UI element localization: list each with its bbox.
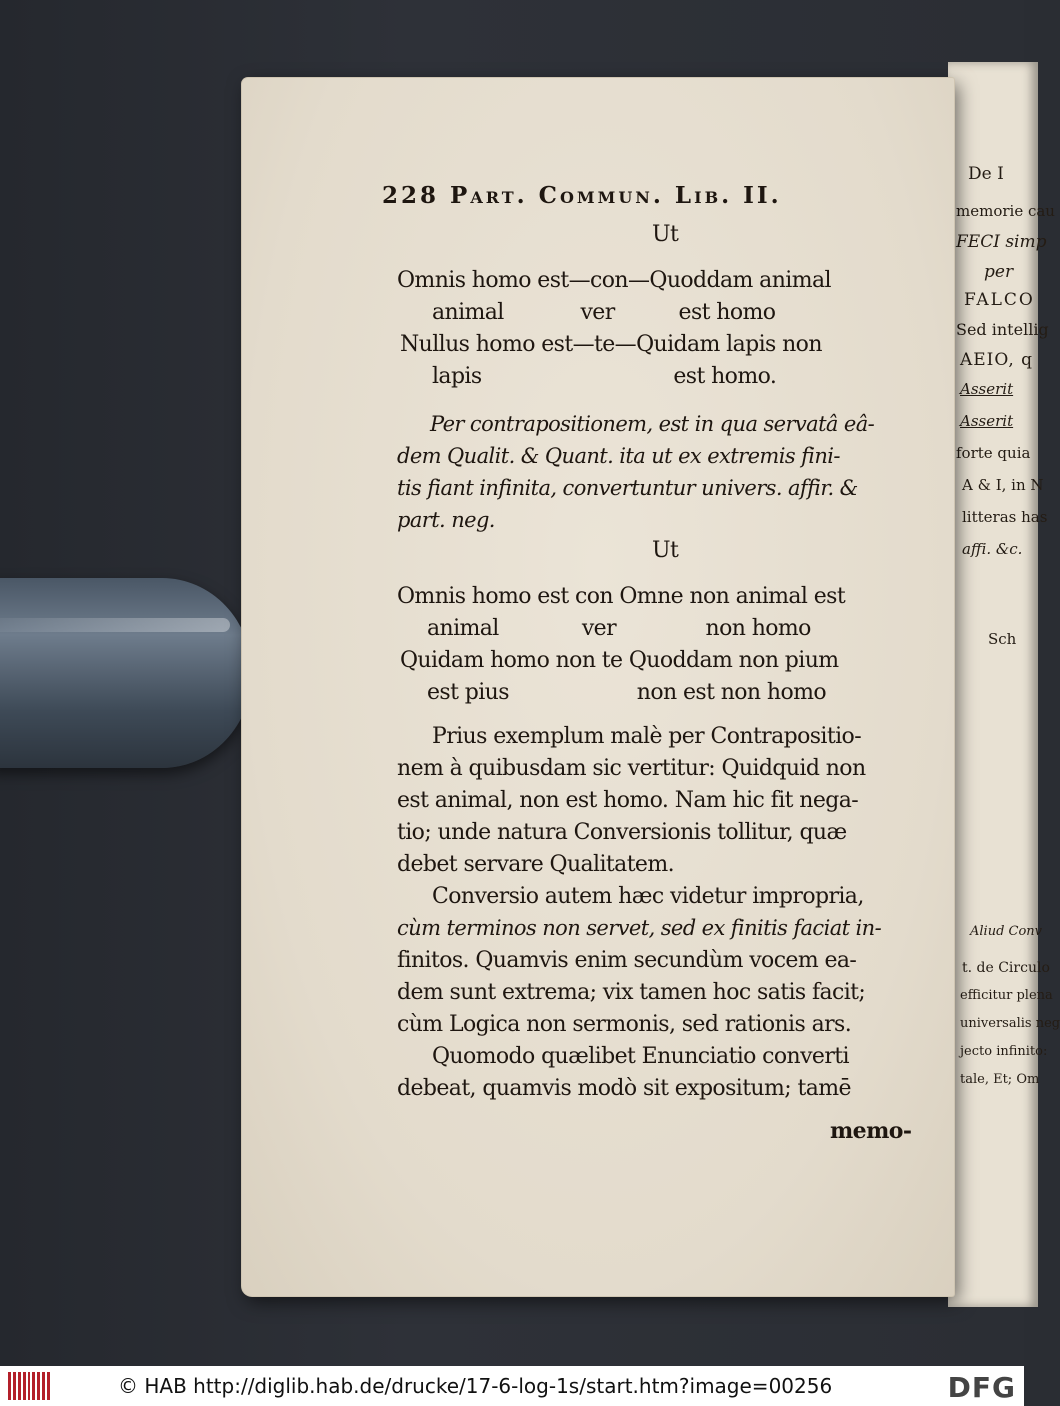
text-line: tio; unde natura Conversionis tollitur, quæ: [397, 820, 847, 845]
text-line: Omnis homo est—con—Quoddam animal: [397, 268, 831, 293]
facing-page-line: per: [984, 262, 1014, 282]
dfg-logo: DFG: [947, 1371, 1016, 1404]
facing-page-line: efficitur plena: [960, 988, 1053, 1003]
facing-page-line: A & I, in N: [962, 476, 1044, 494]
facing-page-line: t. de Circulo: [962, 960, 1050, 976]
facing-page-line: tale, Et; Om: [960, 1072, 1040, 1087]
text-line: tis fiant infinita, convertuntur univers. affir. &: [397, 476, 858, 500]
text-line: Quidam homo non te Quoddam non pium: [400, 648, 839, 673]
text-line: dem sunt extrema; vix tamen hoc satis facit;: [397, 980, 866, 1005]
text-line: dem Qualit. & Quant. ita ut ex extremis fini-: [397, 444, 840, 468]
book-page: [242, 78, 954, 1296]
text-line: finitos. Quamvis enim secundùm vocem ea-: [397, 948, 857, 973]
text-line: Ut: [652, 538, 679, 563]
book-clip-highlight: [0, 618, 230, 632]
hab-logo-icon: [8, 1372, 50, 1400]
facing-page-line: litteras has: [962, 508, 1048, 526]
text-line: animal ver non homo: [427, 616, 811, 641]
facing-page-line: Sch: [988, 630, 1017, 648]
text-line: Quomodo quælibet Enunciatio converti: [432, 1044, 849, 1069]
text-line: cùm Logica non sermonis, sed rationis ars.: [397, 1012, 852, 1037]
text-line: Prius exemplum malè per Contrapositio-: [432, 724, 862, 749]
text-line: est animal, non est homo. Nam hic fit nega-: [397, 788, 859, 813]
facing-page-line: affi. &c.: [962, 540, 1023, 558]
text-line: cùm terminos non servet, sed ex finitis faciat in-: [397, 916, 882, 940]
text-line: Ut: [652, 222, 679, 247]
text-line: lapis est homo.: [432, 364, 777, 389]
text-line: nem à quibusdam sic vertitur: Quidquid non: [397, 756, 866, 781]
facing-page-line: forte quia: [956, 444, 1031, 462]
facing-page-line: De I: [968, 164, 1004, 184]
viewer-footer: [0, 1366, 1024, 1406]
text-line: debet servare Qualitatem.: [397, 852, 675, 877]
facing-page-line: Aliud Conv: [970, 924, 1043, 939]
book-clip: [0, 578, 252, 768]
facing-page-line: jecto infinito:: [960, 1044, 1048, 1059]
facing-page-line: FECI simp: [956, 232, 1047, 252]
text-line: Omnis homo est con Omne non animal est: [397, 584, 846, 609]
text-line: animal ver est homo: [432, 300, 776, 325]
facing-page-line: Asserit: [960, 412, 1014, 430]
facing-page-line: universalis neg: [960, 1016, 1060, 1031]
facing-page-line: FALCO: [964, 290, 1035, 310]
facing-page-line: AEIO, q: [960, 350, 1034, 370]
facing-page-line: Sed intellig: [956, 320, 1049, 339]
facing-page-line: memorie cau: [956, 202, 1055, 220]
text-line: est pius non est non homo: [427, 680, 827, 705]
text-line: Per contrapositionem, est in qua servatâ eâ-: [430, 412, 875, 436]
text-line: Conversio autem hæc videtur impropria,: [432, 884, 864, 909]
text-line: part. neg.: [397, 508, 495, 532]
catchword: memo-: [830, 1118, 912, 1144]
text-line: debeat, quamvis modò sit expositum; tamē: [397, 1076, 851, 1101]
running-header: 228 Part. Commun. Lib. II.: [382, 182, 782, 209]
text-line: Nullus homo est—te—Quidam lapis non: [400, 332, 822, 357]
copyright-link[interactable]: © HAB http://diglib.hab.de/drucke/17-6-log-1s/start.htm?image=00256: [118, 1374, 833, 1398]
facing-page-edge: [948, 62, 1060, 1307]
facing-page-line: Asserit: [960, 380, 1014, 398]
